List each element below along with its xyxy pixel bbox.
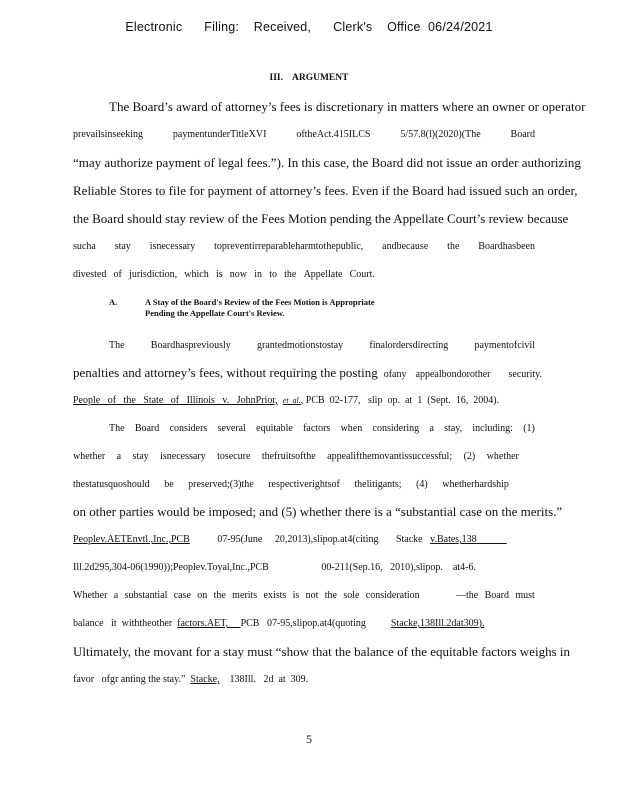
word: is (292, 590, 300, 601)
subheading-label: A. (109, 297, 118, 307)
word: 1 (417, 395, 423, 406)
para1-line5: the Board should stay review of the Fees Motion pending the Appellate Court’s review because (73, 211, 569, 226)
word: (2) (463, 451, 476, 462)
case-citation-link: People of the State of Illinois v. JohnPrior, (73, 395, 278, 406)
word: favor (73, 674, 95, 685)
word: 02-177, (329, 395, 361, 406)
word: considers (169, 423, 208, 434)
page-number: 5 (306, 732, 312, 746)
word: 2010),slipop. (390, 562, 443, 573)
word: Board (510, 129, 535, 140)
word: slip (368, 395, 383, 406)
word: —the (456, 590, 479, 601)
word: at4-6. (452, 562, 476, 573)
word: stay, (444, 423, 463, 434)
word: Boardhasbeen (478, 241, 535, 252)
word: op. (387, 395, 400, 406)
case-citation-link: v.Bates,138 (430, 534, 477, 545)
case-citation-link: factors.AET, (177, 618, 229, 629)
para1-line4: Reliable Stores to file for payment of attorney’s fees. Even if the Board had issued such an order, (73, 183, 578, 198)
para3-line10 (73, 673, 308, 687)
text-run: penalties and attorney’s fees, without requiring the posting (73, 365, 378, 380)
para2-line3-citation (73, 394, 499, 408)
para1-line7 (73, 268, 375, 282)
word: is (215, 269, 223, 280)
word: Ill.2d295,304-06(1990));Peoplev.Toyal,Inc.,PCB (73, 562, 269, 573)
word: Whether (73, 590, 108, 601)
word: of (113, 269, 122, 280)
word: the (324, 590, 337, 601)
para3-line7 (73, 589, 535, 603)
para3-line2 (73, 450, 519, 464)
word: , PCB (300, 395, 325, 406)
word: whether (73, 451, 106, 462)
et-al: et al. (282, 396, 301, 405)
word: a (116, 451, 122, 462)
para3-line6 (73, 561, 476, 575)
word: paymentunderTitleXVI (172, 129, 267, 140)
word: topreventirreparableharmtothepublic, (214, 241, 364, 252)
para3-line5 (73, 533, 507, 547)
word: exists (263, 590, 287, 601)
word: anting the stay.” (120, 674, 186, 685)
word: (1) (523, 423, 535, 434)
word: 16, (455, 395, 469, 406)
word: appealbondorother (415, 369, 491, 380)
word: The (109, 423, 125, 434)
word: substantial (124, 590, 168, 601)
word: 20,2013),slipop.at4(citing (274, 534, 379, 545)
subheading-line1: A Stay of the Board's Review of the Fees Motion is Appropriate (145, 297, 375, 307)
word: the (447, 241, 460, 252)
word: thestatusquoshould (73, 479, 150, 490)
word: a (429, 423, 434, 434)
word: in (254, 269, 262, 280)
word: 309. (290, 674, 309, 685)
word: it (111, 618, 117, 629)
word: respectiverightsof (268, 479, 340, 490)
para1-line3: “may authorize payment of legal fees.”). In this case, the Board did not issue an order authorizing (73, 155, 581, 170)
word: withtheother (121, 618, 173, 629)
word: tosecure (217, 451, 251, 462)
para3-line3 (73, 478, 509, 492)
para1-line2 (73, 128, 535, 142)
word: 5/57.8(l)(2020)(The (400, 129, 481, 140)
para3-line9: Ultimately, the movant for a stay must “show that the balance of the equitable factors weighs in (73, 644, 570, 659)
word: the (284, 269, 297, 280)
word: andbecause (382, 241, 429, 252)
case-citation-link: Peoplev.AETEnvtl.,Inc.,PCB (73, 534, 190, 545)
word: finalordersdirecting (369, 340, 449, 351)
word: Stacke (395, 534, 423, 545)
word: 2d (263, 674, 274, 685)
subheading-line2: Pending the Appellate Court's Review. (145, 308, 285, 318)
subheading-a (109, 297, 375, 319)
word: isnecessary (160, 451, 206, 462)
word: the (213, 590, 226, 601)
word: case (173, 590, 191, 601)
word: thefruitsofthe (261, 451, 316, 462)
word: ofany (383, 369, 407, 380)
word: Appellate (303, 269, 343, 280)
word: must (515, 590, 535, 601)
word: now (229, 269, 248, 280)
word: 2004). (473, 395, 500, 406)
word: including: (472, 423, 513, 434)
word: several (217, 423, 246, 434)
word: Board (134, 423, 160, 434)
word: which (184, 269, 209, 280)
word: at (404, 395, 413, 406)
word: whetherhardship (442, 479, 509, 490)
word: 07-95,slipop.at4(quoting (266, 618, 366, 629)
word: security. (508, 369, 542, 380)
para3-line8 (73, 617, 484, 631)
word: at (278, 674, 286, 685)
para1-line1: The Board’s award of attorney’s fees is discretionary in matters where an owner or operator (109, 99, 586, 114)
word: (4) (416, 479, 428, 490)
word: jurisdiction, (129, 269, 178, 280)
word: to (269, 269, 277, 280)
word: grantedmotionstostay (257, 340, 344, 351)
word: on (197, 590, 208, 601)
case-citation-link: Stacke, (190, 674, 220, 685)
section-heading: III. ARGUMENT (269, 73, 349, 83)
word: ofgr (101, 674, 119, 685)
word: thelitigants; (354, 479, 402, 490)
word: (Sept. (427, 395, 451, 406)
word: prevailsinseeking (73, 129, 143, 140)
word: 138Ill. (229, 674, 256, 685)
word: balance (73, 618, 104, 629)
filing-header: Electronic Filing: Received, Clerk's Office 06/24/2021 (125, 20, 493, 34)
para3-line4: on other parties would be imposed; and (5) whether there is a “substantial case on the merits.” (73, 504, 563, 519)
word: consideration (365, 590, 420, 601)
word: factors (303, 423, 331, 434)
word: 07-95(June (217, 534, 263, 545)
word: Boardhaspreviously (150, 340, 231, 351)
word: whether (486, 451, 519, 462)
word: 00-211(Sep.16, (321, 562, 383, 573)
para2-line2 (73, 365, 542, 382)
word: stay (132, 451, 149, 462)
word: considering (372, 423, 420, 434)
word: isnecessary (149, 241, 196, 252)
word: be (164, 479, 174, 490)
word: PCB (240, 618, 260, 629)
word: appealifthemovantissuccessful; (327, 451, 453, 462)
word: merits (232, 590, 258, 601)
word: sucha (73, 241, 96, 252)
word: Board (484, 590, 510, 601)
word: a (113, 590, 119, 601)
para1-line6 (73, 240, 535, 254)
word: equitable (256, 423, 293, 434)
word: oftheAct.415ILCS (296, 129, 371, 140)
case-citation-link: Stacke,138Ill.2dat309). (390, 618, 485, 629)
word: when (340, 423, 363, 434)
word: Court. (349, 269, 375, 280)
word: divested (73, 269, 107, 280)
word: paymentofcivil (474, 340, 535, 351)
word: sole (343, 590, 360, 601)
word: not (305, 590, 319, 601)
para3-line1 (109, 422, 535, 436)
word: preserved;(3)the (188, 479, 254, 490)
para2-line1 (109, 339, 535, 353)
word: The (109, 340, 125, 351)
word: stay (114, 241, 131, 252)
